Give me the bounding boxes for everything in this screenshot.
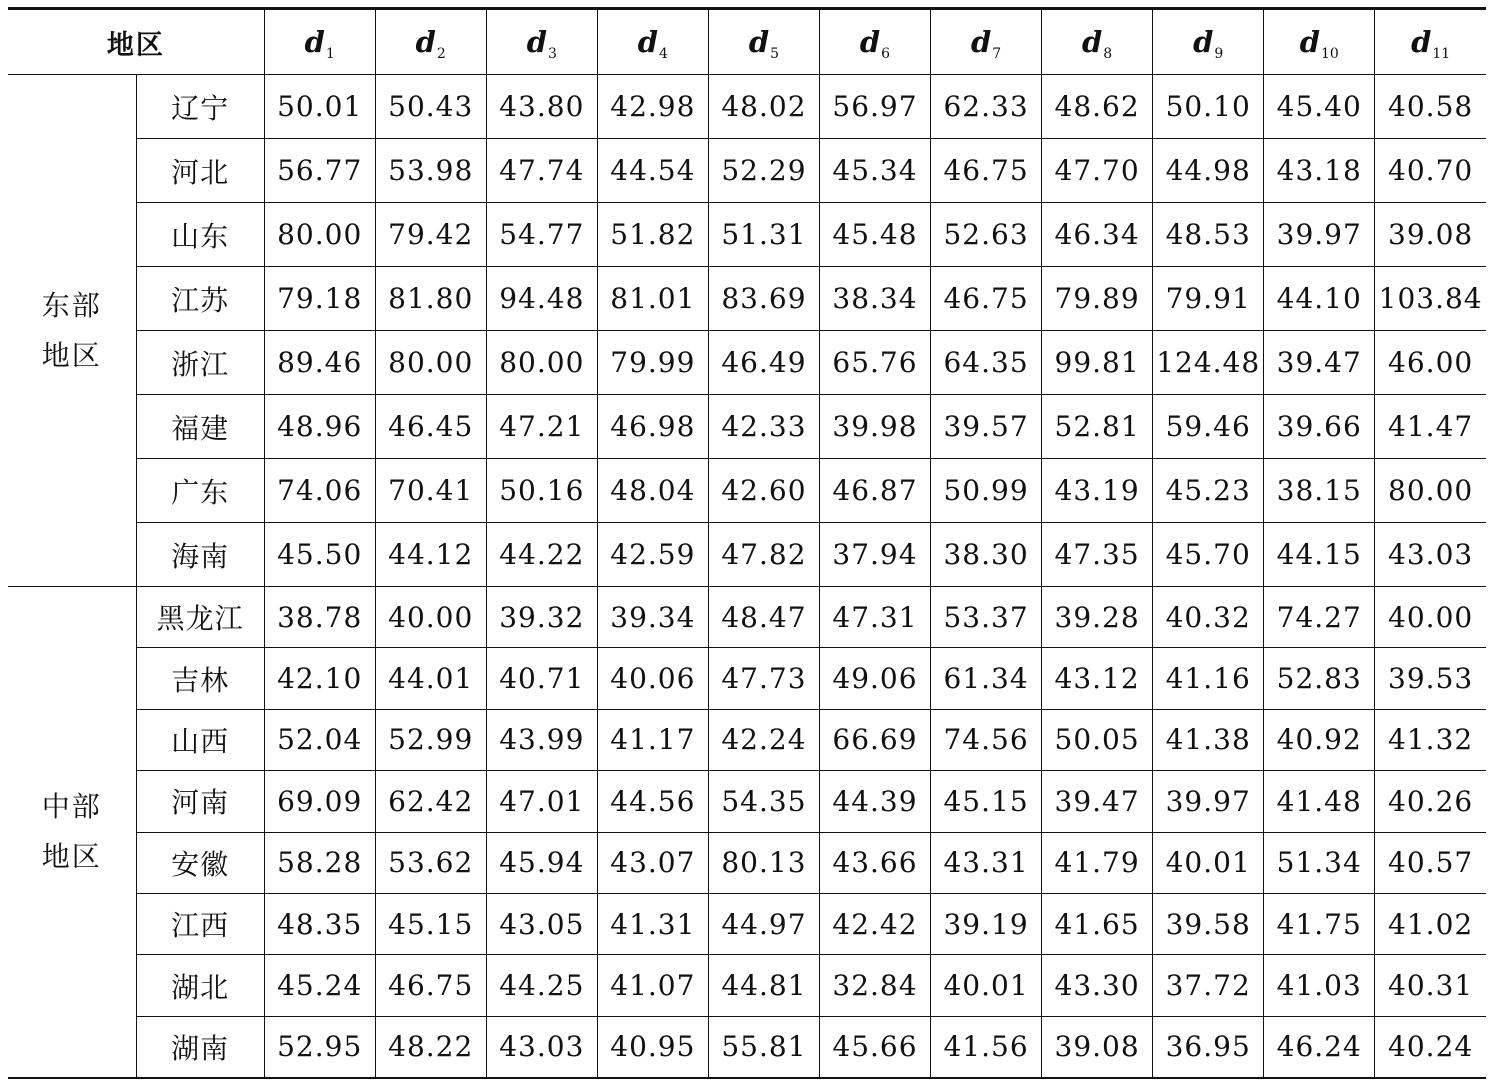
value-cell-d7: 64.35 [931,331,1042,395]
province-cell: 黑龙江 [136,587,264,648]
value-cell-d3: 40.71 [486,648,597,709]
province-cell: 湖南 [136,1016,264,1077]
value-cell-d9: 48.53 [1153,203,1264,267]
value-cell-d9: 124.48 [1153,331,1264,395]
value-cell-d3: 47.01 [486,771,597,832]
value-cell-d5: 42.60 [708,459,819,523]
value-cell-d6: 66.69 [819,709,930,770]
value-cell-d11: 40.58 [1375,75,1486,139]
value-cell-d11: 80.00 [1375,459,1486,523]
table-row [8,587,1486,648]
value-cell-d7: 45.15 [931,771,1042,832]
value-cell-d9: 45.70 [1153,523,1264,587]
value-cell-d3: 44.25 [486,955,597,1016]
value-cell-d4: 40.95 [597,1016,708,1077]
value-cell-d5: 44.97 [708,893,819,954]
value-cell-d2: 53.98 [375,139,486,203]
value-cell-d9: 44.98 [1153,139,1264,203]
value-cell-d1: 52.95 [264,1016,375,1077]
value-cell-d7: 46.75 [931,267,1042,331]
value-cell-d3: 47.21 [486,395,597,459]
value-cell-d8: 79.89 [1042,267,1153,331]
value-cell-d9: 40.01 [1153,832,1264,893]
value-cell-d7: 43.31 [931,832,1042,893]
value-cell-d5: 52.29 [708,139,819,203]
value-cell-d10: 44.15 [1264,523,1375,587]
value-cell-d3: 43.99 [486,709,597,770]
value-cell-d11: 103.84 [1375,267,1486,331]
value-cell-d6: 47.31 [819,587,930,648]
value-cell-d7: 38.30 [931,523,1042,587]
value-cell-d6: 56.97 [819,75,930,139]
value-cell-d4: 44.54 [597,139,708,203]
value-cell-d10: 41.03 [1264,955,1375,1016]
column-header-d10: $d_{10}$ [1264,9,1375,75]
value-cell-d10: 39.97 [1264,203,1375,267]
value-cell-d7: 52.63 [931,203,1042,267]
value-cell-d2: 44.12 [375,523,486,587]
value-cell-d5: 48.02 [708,75,819,139]
province-cell: 浙江 [136,331,264,395]
value-cell-d4: 48.04 [597,459,708,523]
table-row [8,75,1486,139]
value-cell-d6: 45.48 [819,203,930,267]
value-cell-d9: 39.58 [1153,893,1264,954]
value-cell-d1: 80.00 [264,203,375,267]
value-cell-d10: 45.40 [1264,75,1375,139]
value-cell-d8: 52.81 [1042,395,1153,459]
value-cell-d6: 45.66 [819,1016,930,1077]
value-cell-d1: 50.01 [264,75,375,139]
column-header-d5: $d_5$ [708,9,819,75]
value-cell-d3: 94.48 [486,267,597,331]
value-cell-d9: 41.16 [1153,648,1264,709]
table-row [8,709,1486,770]
value-cell-d11: 40.57 [1375,832,1486,893]
value-cell-d11: 46.00 [1375,331,1486,395]
province-cell: 江苏 [136,267,264,331]
value-cell-d7: 50.99 [931,459,1042,523]
central-region-group [8,587,1486,1078]
value-cell-d5: 42.24 [708,709,819,770]
value-cell-d2: 48.22 [375,1016,486,1077]
province-cell: 山东 [136,203,264,267]
value-cell-d9: 36.95 [1153,1016,1264,1077]
value-cell-d3: 43.03 [486,1016,597,1077]
value-cell-d2: 46.75 [375,955,486,1016]
value-cell-d8: 43.19 [1042,459,1153,523]
value-cell-d1: 56.77 [264,139,375,203]
value-cell-d4: 51.82 [597,203,708,267]
value-cell-d3: 50.16 [486,459,597,523]
province-cell: 河南 [136,771,264,832]
value-cell-d7: 62.33 [931,75,1042,139]
value-cell-d11: 41.02 [1375,893,1486,954]
value-cell-d6: 46.87 [819,459,930,523]
table-row [8,955,1486,1016]
value-cell-d8: 43.12 [1042,648,1153,709]
value-cell-d3: 39.32 [486,587,597,648]
value-cell-d5: 80.13 [708,832,819,893]
value-cell-d3: 45.94 [486,832,597,893]
value-cell-d2: 53.62 [375,832,486,893]
value-cell-d1: 74.06 [264,459,375,523]
value-cell-d4: 42.59 [597,523,708,587]
value-cell-d6: 42.42 [819,893,930,954]
value-cell-d8: 41.79 [1042,832,1153,893]
column-header-d11: $d_{11}$ [1375,9,1486,75]
value-cell-d8: 41.65 [1042,893,1153,954]
value-cell-d5: 44.81 [708,955,819,1016]
value-cell-d5: 47.73 [708,648,819,709]
value-cell-d4: 41.31 [597,893,708,954]
value-cell-d8: 39.28 [1042,587,1153,648]
value-cell-d10: 43.18 [1264,139,1375,203]
value-cell-d1: 38.78 [264,587,375,648]
value-cell-d6: 44.39 [819,771,930,832]
province-cell: 吉林 [136,648,264,709]
column-header-d4: $d_4$ [597,9,708,75]
value-cell-d7: 40.01 [931,955,1042,1016]
column-header-d2: $d_2$ [375,9,486,75]
value-cell-d4: 43.07 [597,832,708,893]
table-row [8,203,1486,267]
value-cell-d1: 52.04 [264,709,375,770]
value-cell-d1: 69.09 [264,771,375,832]
value-cell-d2: 52.99 [375,709,486,770]
value-cell-d11: 40.31 [1375,955,1486,1016]
value-cell-d5: 83.69 [708,267,819,331]
value-cell-d10: 51.34 [1264,832,1375,893]
value-cell-d5: 48.47 [708,587,819,648]
value-cell-d10: 46.24 [1264,1016,1375,1077]
province-cell: 福建 [136,395,264,459]
value-cell-d4: 41.17 [597,709,708,770]
province-cell: 海南 [136,523,264,587]
value-cell-d3: 43.05 [486,893,597,954]
value-cell-d10: 52.83 [1264,648,1375,709]
region-label-text: 东部地区 [41,288,102,372]
value-cell-d2: 80.00 [375,331,486,395]
column-header-d3: $d_3$ [486,9,597,75]
value-cell-d3: 54.77 [486,203,597,267]
table-row [8,267,1486,331]
table-row [8,139,1486,203]
table-row [8,648,1486,709]
column-header-d6: $d_6$ [819,9,930,75]
value-cell-d7: 41.56 [931,1016,1042,1077]
region-label [8,75,136,587]
value-cell-d4: 39.34 [597,587,708,648]
value-cell-d9: 40.32 [1153,587,1264,648]
table-header [8,9,1486,75]
value-cell-d9: 50.10 [1153,75,1264,139]
value-cell-d8: 99.81 [1042,331,1153,395]
value-cell-d7: 39.57 [931,395,1042,459]
value-cell-d8: 47.70 [1042,139,1153,203]
column-header-d1: $d_1$ [264,9,375,75]
value-cell-d10: 40.92 [1264,709,1375,770]
value-cell-d7: 39.19 [931,893,1042,954]
province-cell: 辽宁 [136,75,264,139]
value-cell-d5: 47.82 [708,523,819,587]
province-cell: 江西 [136,893,264,954]
value-cell-d4: 81.01 [597,267,708,331]
value-cell-d9: 37.72 [1153,955,1264,1016]
value-cell-d1: 48.35 [264,893,375,954]
value-cell-d8: 39.08 [1042,1016,1153,1077]
province-cell: 湖北 [136,955,264,1016]
value-cell-d8: 48.62 [1042,75,1153,139]
value-cell-d1: 79.18 [264,267,375,331]
region-column-header: 地区 [8,9,264,75]
table-row [8,1016,1486,1077]
value-cell-d5: 42.33 [708,395,819,459]
value-cell-d4: 46.98 [597,395,708,459]
value-cell-d9: 79.91 [1153,267,1264,331]
value-cell-d5: 54.35 [708,771,819,832]
value-cell-d6: 45.34 [819,139,930,203]
value-cell-d3: 44.22 [486,523,597,587]
value-cell-d9: 59.46 [1153,395,1264,459]
table-row [8,459,1486,523]
value-cell-d2: 79.42 [375,203,486,267]
value-cell-d4: 40.06 [597,648,708,709]
value-cell-d6: 32.84 [819,955,930,1016]
value-cell-d5: 51.31 [708,203,819,267]
value-cell-d2: 70.41 [375,459,486,523]
value-cell-d11: 40.26 [1375,771,1486,832]
value-cell-d6: 43.66 [819,832,930,893]
value-cell-d6: 49.06 [819,648,930,709]
value-cell-d9: 41.38 [1153,709,1264,770]
value-cell-d1: 89.46 [264,331,375,395]
value-cell-d1: 58.28 [264,832,375,893]
value-cell-d10: 39.66 [1264,395,1375,459]
value-cell-d1: 48.96 [264,395,375,459]
table-row [8,771,1486,832]
value-cell-d2: 81.80 [375,267,486,331]
value-cell-d1: 45.24 [264,955,375,1016]
value-cell-d7: 74.56 [931,709,1042,770]
value-cell-d8: 50.05 [1042,709,1153,770]
table-row [8,832,1486,893]
province-cell: 河北 [136,139,264,203]
value-cell-d10: 74.27 [1264,587,1375,648]
data-table [8,7,1486,1079]
column-header-d8: $d_8$ [1042,9,1153,75]
table-row [8,331,1486,395]
value-cell-d11: 41.47 [1375,395,1486,459]
value-cell-d4: 44.56 [597,771,708,832]
column-header-d9: $d_9$ [1153,9,1264,75]
value-cell-d11: 40.00 [1375,587,1486,648]
header-row [8,9,1486,75]
value-cell-d3: 43.80 [486,75,597,139]
value-cell-d10: 41.48 [1264,771,1375,832]
value-cell-d10: 39.47 [1264,331,1375,395]
column-header-d7: $d_7$ [931,9,1042,75]
value-cell-d6: 37.94 [819,523,930,587]
value-cell-d3: 80.00 [486,331,597,395]
table-row [8,523,1486,587]
region-label-text: 中部地区 [41,789,102,873]
value-cell-d8: 46.34 [1042,203,1153,267]
value-cell-d11: 41.32 [1375,709,1486,770]
value-cell-d6: 65.76 [819,331,930,395]
value-cell-d4: 79.99 [597,331,708,395]
value-cell-d8: 47.35 [1042,523,1153,587]
value-cell-d2: 44.01 [375,648,486,709]
value-cell-d7: 61.34 [931,648,1042,709]
value-cell-d2: 46.45 [375,395,486,459]
value-cell-d8: 39.47 [1042,771,1153,832]
value-cell-d6: 39.98 [819,395,930,459]
table-row [8,395,1486,459]
east-region-group [8,75,1486,587]
value-cell-d2: 45.15 [375,893,486,954]
value-cell-d10: 44.10 [1264,267,1375,331]
value-cell-d11: 39.53 [1375,648,1486,709]
value-cell-d10: 41.75 [1264,893,1375,954]
value-cell-d9: 39.97 [1153,771,1264,832]
value-cell-d7: 53.37 [931,587,1042,648]
value-cell-d2: 62.42 [375,771,486,832]
value-cell-d11: 39.08 [1375,203,1486,267]
value-cell-d2: 50.43 [375,75,486,139]
value-cell-d5: 55.81 [708,1016,819,1077]
value-cell-d7: 46.75 [931,139,1042,203]
value-cell-d11: 40.24 [1375,1016,1486,1077]
value-cell-d10: 38.15 [1264,459,1375,523]
value-cell-d11: 40.70 [1375,139,1486,203]
value-cell-d8: 43.30 [1042,955,1153,1016]
table-row [8,893,1486,954]
province-cell: 安徽 [136,832,264,893]
province-cell: 广东 [136,459,264,523]
region-label [8,587,136,1078]
value-cell-d4: 42.98 [597,75,708,139]
value-cell-d3: 47.74 [486,139,597,203]
value-cell-d9: 45.23 [1153,459,1264,523]
value-cell-d5: 46.49 [708,331,819,395]
value-cell-d4: 41.07 [597,955,708,1016]
value-cell-d6: 38.34 [819,267,930,331]
value-cell-d1: 42.10 [264,648,375,709]
value-cell-d2: 40.00 [375,587,486,648]
value-cell-d1: 45.50 [264,523,375,587]
province-cell: 山西 [136,709,264,770]
value-cell-d11: 43.03 [1375,523,1486,587]
